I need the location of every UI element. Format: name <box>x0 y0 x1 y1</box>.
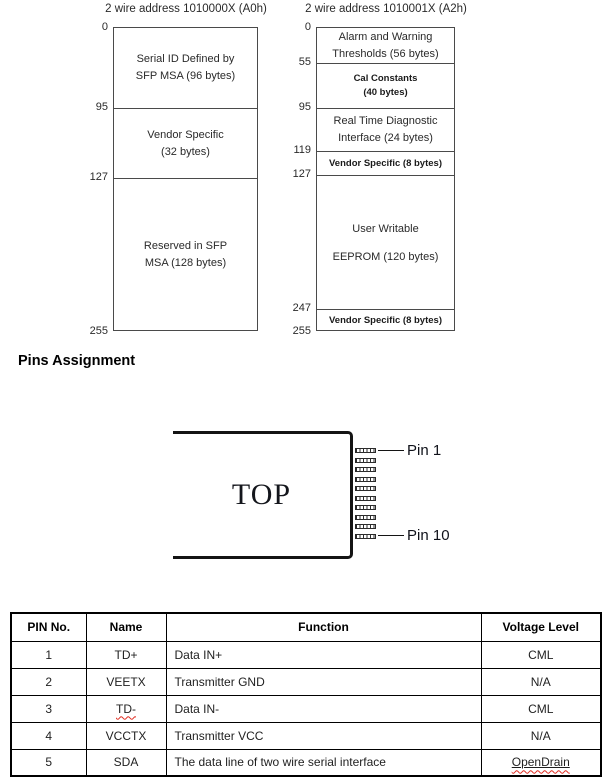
memory-section-text: (40 bytes) <box>363 87 408 98</box>
cell-voltage: N/A <box>481 668 601 695</box>
memory-section-text: SFP MSA (96 bytes) <box>135 70 236 82</box>
memory-section-text: Real Time Diagnostic <box>333 115 438 127</box>
memory-section-vendor-specific-8b <box>317 309 454 331</box>
memory-section-cal-constants <box>317 63 454 108</box>
memory-map-a0h-title: 2 wire address 1010000X (A0h) <box>105 3 267 15</box>
spellcheck-flagged-text: TD- <box>116 701 136 716</box>
column-header-pin-no: PIN No. <box>11 613 86 641</box>
cell-pin-no: 5 <box>11 749 86 776</box>
cell-function: Transmitter GND <box>166 668 481 695</box>
column-header-voltage-level: Voltage Level <box>481 613 601 641</box>
pin-3-icon <box>355 467 376 472</box>
memory-section-serial-id <box>114 28 257 108</box>
cell-function: Data IN- <box>166 695 481 722</box>
pin-9-icon <box>355 524 376 529</box>
chip-pins <box>355 448 376 539</box>
cell-function: Data IN+ <box>166 641 481 668</box>
address-label-55: 55 <box>298 56 311 68</box>
column-header-name: Name <box>86 613 166 641</box>
memory-section-text: MSA (128 bytes) <box>144 257 227 269</box>
pin-10-icon <box>355 534 376 539</box>
table-row <box>11 668 601 695</box>
memory-section-vendor-specific-8a <box>317 151 454 175</box>
cell-voltage <box>481 749 601 776</box>
pin-5-icon <box>355 486 376 491</box>
memory-section-text: (32 bytes) <box>161 145 210 158</box>
underlined-text <box>512 755 570 769</box>
address-label-127: 127 <box>292 168 311 180</box>
memory-map-a2h-title: 2 wire address 1010001X (A2h) <box>305 3 467 15</box>
memory-section-text: Alarm and Warning <box>338 30 433 43</box>
memory-section-text: Vendor Specific (8 bytes) <box>329 314 442 326</box>
pin-1-callout-line <box>378 450 404 451</box>
table-row <box>11 722 601 749</box>
memory-section-text: Vendor Specific (8 bytes) <box>329 157 442 169</box>
memory-section-text: User Writable <box>352 222 419 235</box>
cell-pin-no: 4 <box>11 722 86 749</box>
cell-function: Transmitter VCC <box>166 722 481 749</box>
memory-section-text: Reserved in SFP <box>143 240 228 252</box>
chip-top-label: TOP <box>231 478 292 511</box>
memory-section-diagnostic <box>317 108 454 151</box>
address-label-255: 255 <box>292 325 311 337</box>
column-header-function: Function <box>166 613 481 641</box>
memory-section-alarm-warning <box>317 28 454 63</box>
cell-voltage: CML <box>481 695 601 722</box>
cell-function: The data line of two wire serial interface <box>166 749 481 776</box>
address-label-247: 247 <box>292 302 311 314</box>
address-label-0: 0 <box>304 21 311 33</box>
cell-name: TD+ <box>86 641 166 668</box>
memory-section-text: EEPROM (120 bytes) <box>332 250 439 263</box>
cell-pin-no: 2 <box>11 668 86 695</box>
memory-section-text: Thresholds (56 bytes) <box>332 47 439 60</box>
pin-8-icon <box>355 515 376 520</box>
pin-10-label: Pin 10 <box>407 527 450 544</box>
address-label-95: 95 <box>298 101 311 113</box>
address-label-127: 127 <box>89 171 108 183</box>
table-row <box>11 641 601 668</box>
address-label-255: 255 <box>89 325 108 337</box>
pin-10-callout-line <box>378 535 404 536</box>
pin-2-icon <box>355 458 376 463</box>
cell-voltage: N/A <box>481 722 601 749</box>
memory-section-user-writable <box>317 175 454 309</box>
pins-assignment-heading: Pins Assignment <box>18 353 136 369</box>
address-label-119: 119 <box>293 144 311 156</box>
cell-voltage: CML <box>481 641 601 668</box>
memory-section-reserved <box>114 178 257 331</box>
cell-name <box>86 695 166 722</box>
pin-1-icon <box>355 448 376 453</box>
memory-section-text: Serial ID Defined by <box>136 53 235 65</box>
memory-section-text: Interface (24 bytes) <box>338 132 433 144</box>
cell-name: VCCTX <box>86 722 166 749</box>
spellcheck-flagged-text: OpenDrain <box>511 755 570 770</box>
table-row <box>11 749 601 776</box>
memory-section-vendor-specific-32 <box>114 108 257 178</box>
address-label-95: 95 <box>95 101 108 113</box>
cell-pin-no: 3 <box>11 695 86 722</box>
table-header-row <box>11 613 601 641</box>
pin-4-icon <box>355 477 376 482</box>
pin-1-label: Pin 1 <box>407 442 442 459</box>
memory-map-a0h-diagram <box>113 27 258 331</box>
pin-6-icon <box>355 496 376 501</box>
memory-section-text: Cal Constants <box>353 73 418 84</box>
cell-name: VEETX <box>86 668 166 695</box>
table-row <box>11 695 601 722</box>
memory-section-text: Vendor Specific <box>147 128 224 141</box>
cell-pin-no: 1 <box>11 641 86 668</box>
cell-name: SDA <box>86 749 166 776</box>
pin-7-icon <box>355 505 376 510</box>
address-label-0: 0 <box>101 21 108 33</box>
pin-function-table <box>10 612 602 777</box>
memory-map-a2h-diagram <box>316 27 455 331</box>
chip-top-view <box>173 431 353 559</box>
